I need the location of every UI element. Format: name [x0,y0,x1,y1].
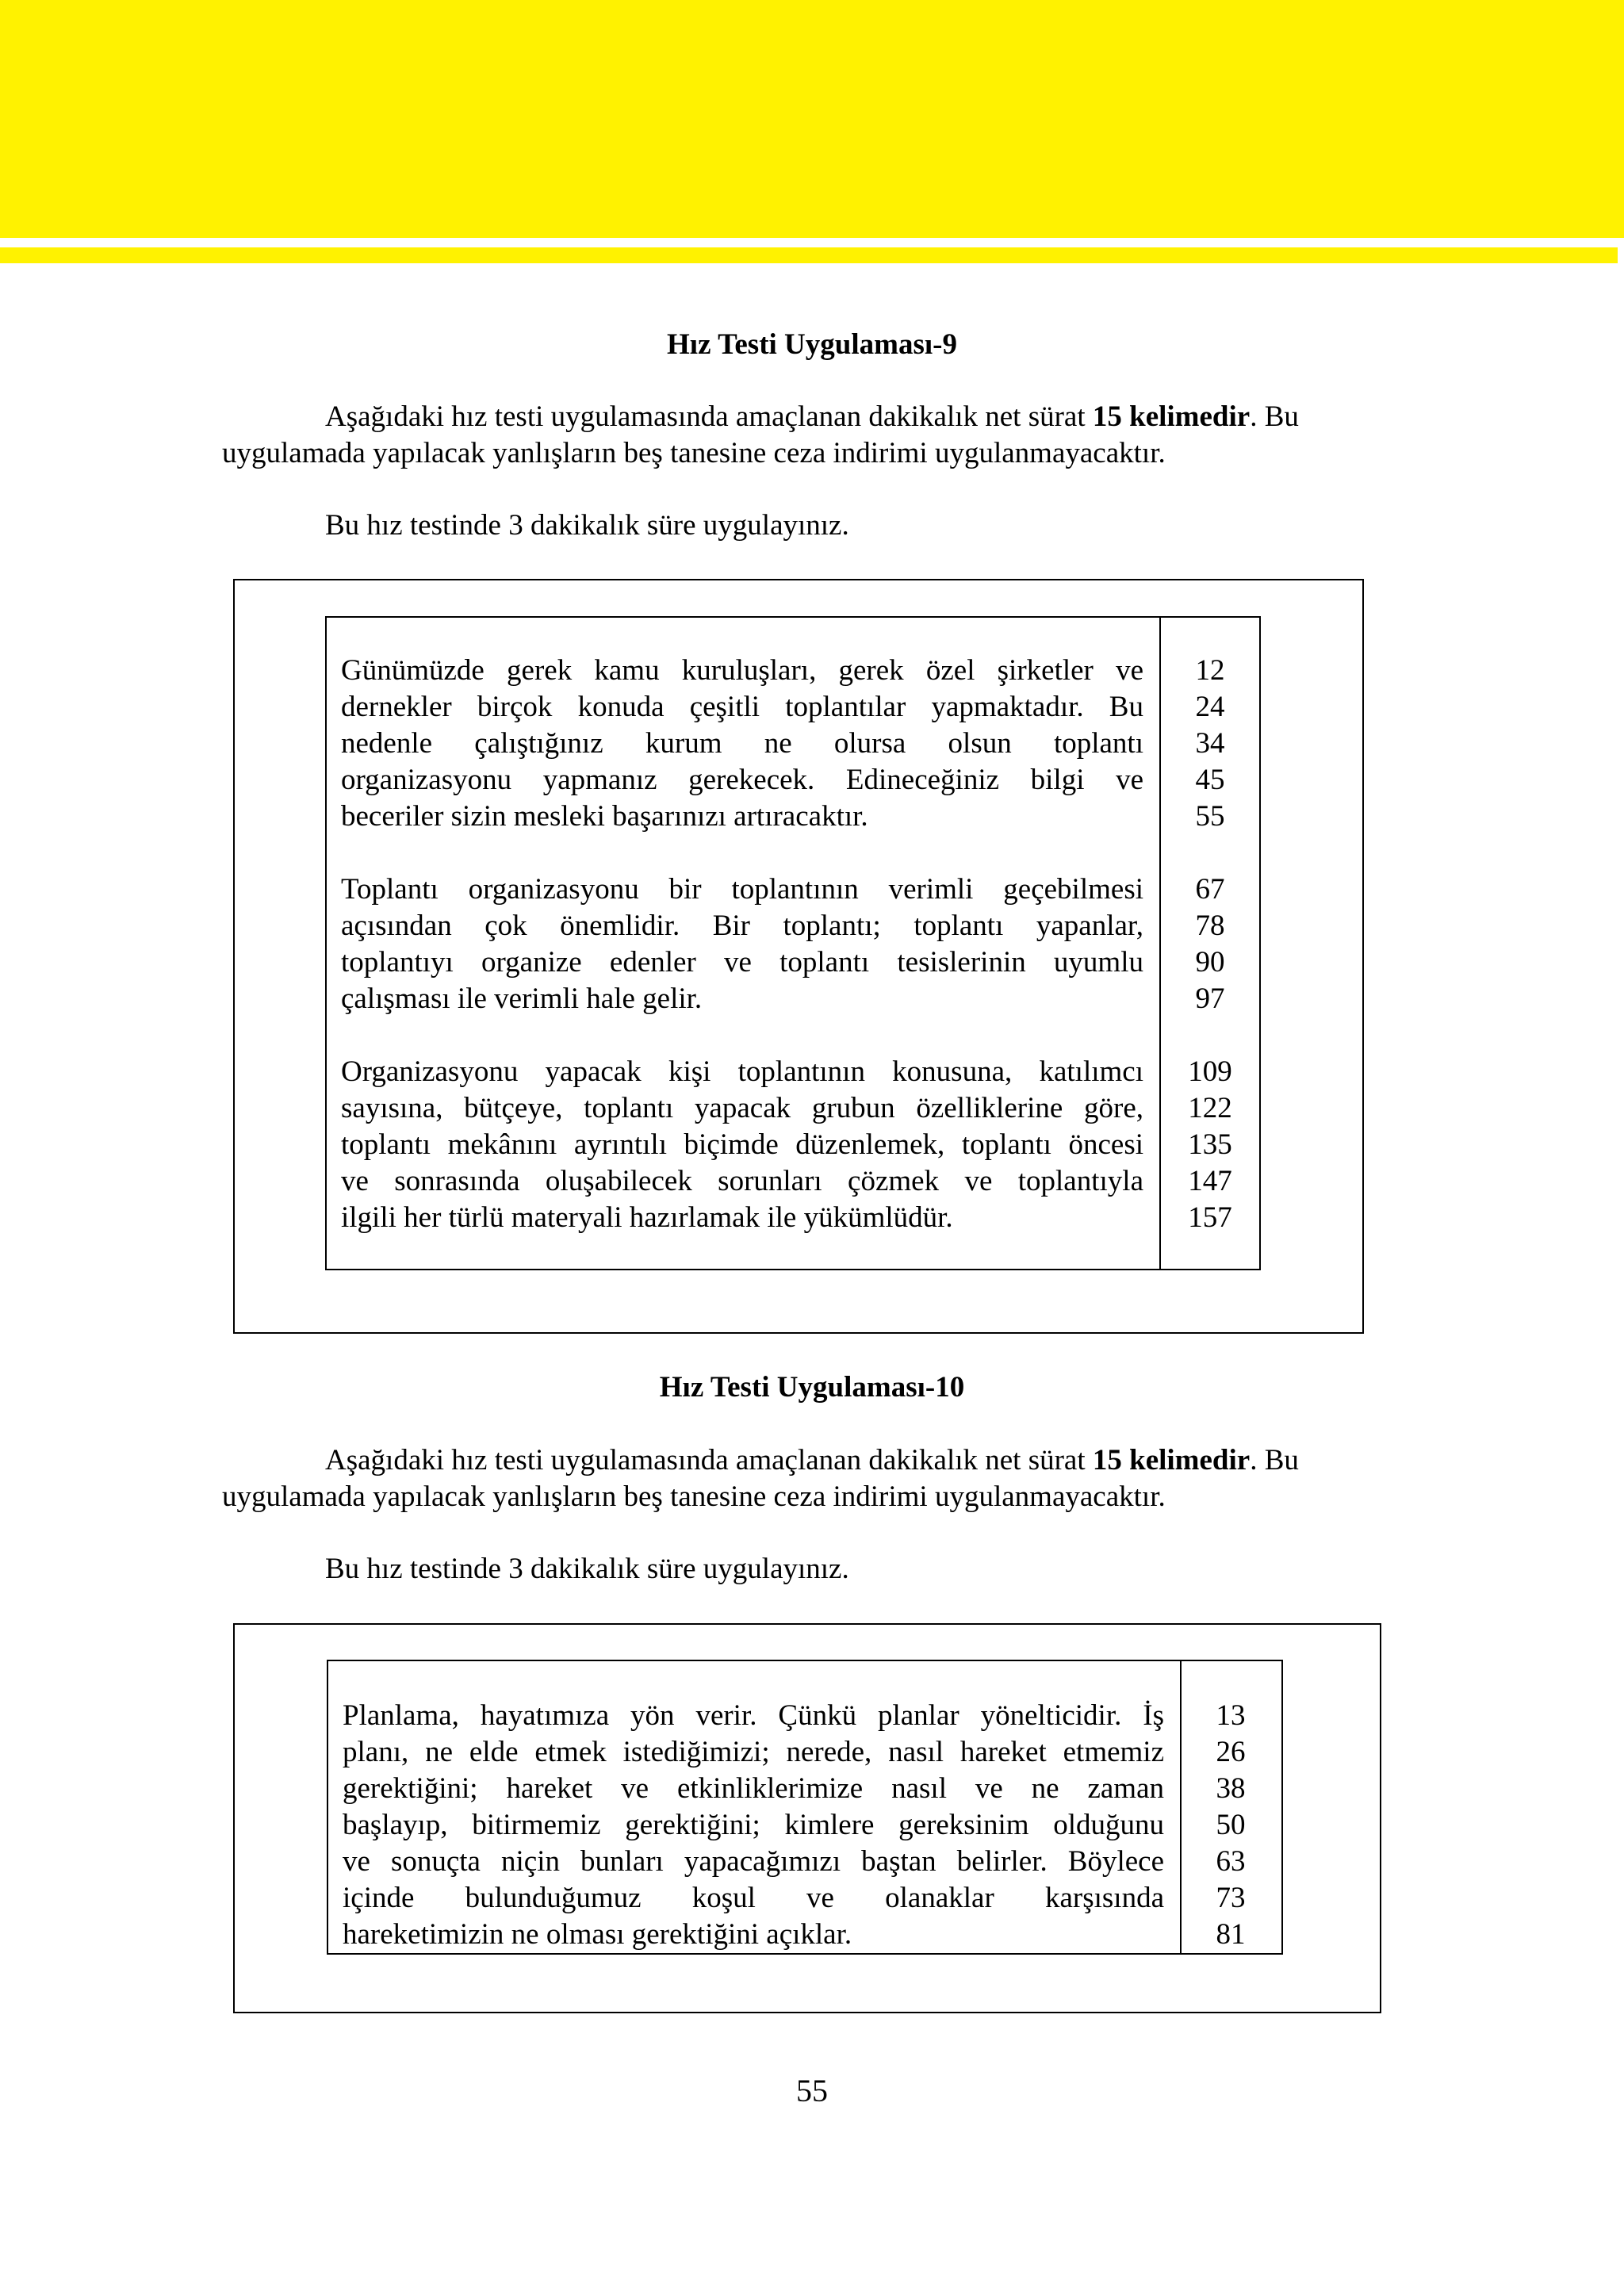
word-count: 50 [1216,1809,1246,1841]
section9-intro-line2: uygulamada yapılacak yanlışların beş tanesine ceza indirimi uygulanmayacaktır. [222,437,1166,469]
paragraph-gap [341,835,1143,871]
text-line: hareketimizin ne olması gerektiğini açıklar. [343,1918,852,1951]
word-count: 12 [1195,654,1225,687]
section9-time-note: Bu hız testinde 3 dakikalık süre uygulayınız. [325,509,849,542]
word-count: 24 [1195,691,1225,723]
text-line: sayısına, bütçeye, toplantı yapacak grubun özelliklerine göre, [341,1092,1143,1124]
text-line: toplantı mekânını ayrıntılı biçimde düzenlemek, toplantı öncesi [341,1128,1143,1161]
text-line: ilgili her türlü materyali hazırlamak ile yükümlüdür. [341,1201,953,1234]
paragraph-gap [341,1017,1143,1054]
text-line: içinde bulunduğumuz koşul ve olanaklar karşısında [343,1882,1164,1914]
section10-intro [222,1442,1402,1515]
text-line: çalışması ile verimli hale gelir. [341,982,703,1015]
word-count: 97 [1195,982,1225,1015]
word-count: 147 [1188,1165,1232,1197]
text-line: açısından çok önemlidir. Bir toplantı; toplantı yapanlar, [341,910,1143,942]
section10-title: Hız Testi Uygulaması-10 [659,1371,965,1404]
text-line: nedenle çalıştığınız kurum ne olursa olsun toplantı [341,727,1143,760]
section10-reading-text [343,1698,1164,1953]
word-count: 55 [1195,800,1225,833]
text-line: Planlama, hayatımıza yön verir. Çünkü planlar yönelticidir. İş [343,1699,1164,1732]
section9-reading-text [341,653,1143,1236]
header-banner [0,0,1624,238]
word-count: 38 [1216,1772,1246,1805]
text-line: ve sonrasında oluşabilecek sorunları çözmek ve toplantıyla [341,1165,1143,1197]
word-count: 157 [1188,1201,1232,1234]
word-count: 90 [1195,946,1225,979]
section9-title: Hız Testi Uygulaması-9 [667,328,957,361]
word-count: 13 [1216,1699,1246,1732]
section9-word-counts [1159,653,1261,1236]
section9-intro [222,399,1402,472]
word-count: 26 [1216,1736,1246,1768]
word-count: 122 [1188,1092,1232,1124]
word-count: 45 [1195,764,1225,796]
word-count: 109 [1188,1055,1232,1088]
section10-intro-line2: uygulamada yapılacak yanlışların beş tanesine ceza indirimi uygulanmayacaktır. [222,1480,1166,1513]
header-stripe [0,247,1618,263]
text-line: organizasyonu yapmanız gerekecek. Edineceğiniz bilgi ve [341,764,1143,796]
page-number: 55 [796,2073,828,2108]
text-line: Günümüzde gerek kamu kuruluşları, gerek özel şirketler ve [341,654,1143,687]
section10-target-speed: 15 kelimedir [1092,1444,1251,1476]
text-line: gerektiğini; hareket ve etkinliklerimize nasıl ve ne zaman [343,1772,1164,1805]
word-count: 81 [1216,1918,1246,1951]
word-count: 34 [1195,727,1225,760]
section10-time-note: Bu hız testinde 3 dakikalık süre uygulayınız. [325,1553,849,1585]
paragraph-gap [1159,1017,1261,1054]
section9-target-speed: 15 kelimedir [1092,400,1251,433]
word-count: 63 [1216,1845,1246,1878]
text-line: toplantıyı organize edenler ve toplantı tesislerinin uyumlu [341,946,1143,979]
text-line: planı, ne elde etmek istediğimizi; nerede, nasıl hareket etmemiz [343,1736,1164,1768]
text-line: dernekler birçok konuda çeşitli toplantılar yapmaktadır. Bu [341,691,1143,723]
word-count: 78 [1195,910,1225,942]
text-line: başlayıp, bitirmemiz gerektiğini; kimlere gereksinim olduğunu [343,1809,1164,1841]
text-line: Toplantı organizasyonu bir toplantının verimli geçebilmesi [341,873,1143,906]
text-line: Organizasyonu yapacak kişi toplantının konusuna, katılımcı [341,1055,1143,1088]
word-count: 135 [1188,1128,1232,1161]
word-count: 67 [1195,873,1225,906]
section10-intro-line1: Aşağıdaki hız testi uygulamasında amaçlanan dakikalık net sürat 15 kelimedir. Bu [325,1444,1299,1476]
section9-intro-line1: Aşağıdaki hız testi uygulamasında amaçlanan dakikalık net sürat 15 kelimedir. Bu [325,400,1299,433]
text-line: beceriler sizin mesleki başarınızı artıracaktır. [341,800,868,833]
text-line: ve sonuçta niçin bunları yapacağımızı baştan belirler. Böylece [343,1845,1164,1878]
section10-word-counts [1180,1698,1281,1953]
paragraph-gap [1159,835,1261,871]
word-count: 73 [1216,1882,1246,1914]
